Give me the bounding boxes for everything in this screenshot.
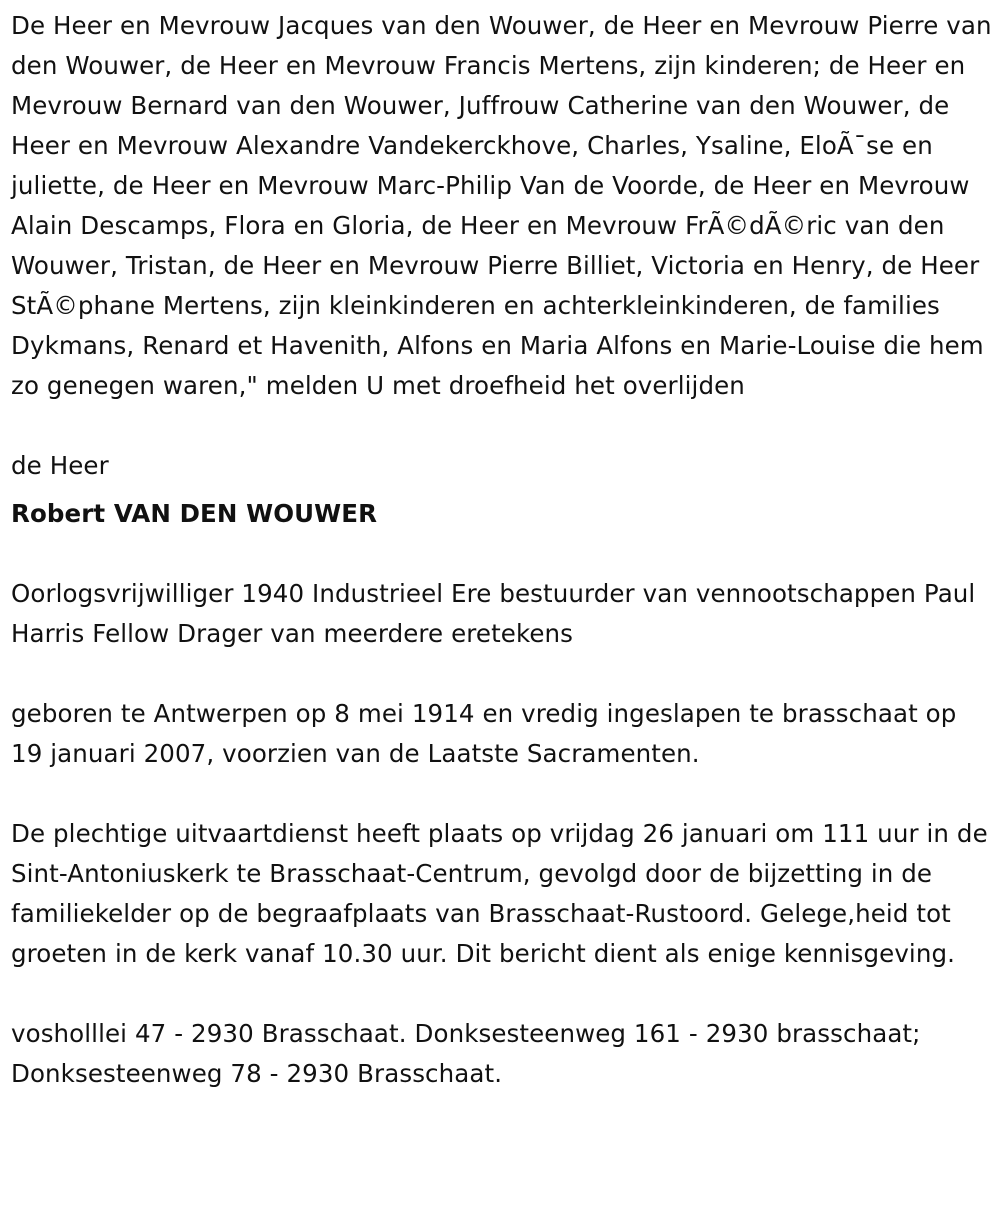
title-line: de Heer [11,451,109,480]
deceased-name: Robert VAN DEN WOUWER [11,499,378,528]
addresses-paragraph: vosholllei 47 - 2930 Brasschaat. Donksesteenweg 161 - 2930 brasschaat; Donksesteenweg 78 - 2930 Brasschaat. [11,1019,921,1088]
family-paragraph: De Heer en Mevrouw Jacques van den Wouwer, de Heer en Mevrouw Pierre van den Wouwer, de Heer en Mevrouw Francis Mertens, zijn kinderen; de Heer en Mevrouw Bernard van den Wouwer, Juffrouw Catherine van den Wouwer, de Heer en Mevrouw Alexandre Vandekerckhove, Charles, Ysaline, EloÃ¯se en juliette, de Heer en Mevrouw Marc-Philip Van de Voorde, de Heer en Mevrouw Alain Descamps, Flora en Gloria, de Heer en Mevrouw FrÃ©dÃ©ric van den Wouwer, Tristan, de Heer en Mevrouw Pierre Billiet, Victoria en Henry, de Heer StÃ©phane Mertens, zijn kleinkinderen en achterkleinkinderen, de families Dykmans, Renard et Havenith, Alfons en Maria Alfons en Marie-Louise die hem zo genegen waren," melden U met droefheid het overlijden [11,11,992,400]
birth-death-paragraph: geboren te Antwerpen op 8 mei 1914 en vredig ingeslapen te brasschaat op 19 januari 2007, voorzien van de Laatste Sacramenten. [11,699,957,768]
funeral-paragraph: De plechtige uitvaartdienst heeft plaats op vrijdag 26 januari om 111 uur in de Sint-Antoniuskerk te Brasschaat-Centrum, gevolgd door de bijzetting in de familiekelder op de begraafplaats van Brasschaat-Rustoord. Gelege,heid tot groeten in de kerk vanaf 10.30 uur. Dit bericht dient als enige kennisgeving. [11,819,988,968]
distinctions-paragraph: Oorlogsvrijwilliger 1940 Industrieel Ere bestuurder van vennootschappen Paul Harris Fellow Drager van meerdere eretekens [11,579,976,648]
